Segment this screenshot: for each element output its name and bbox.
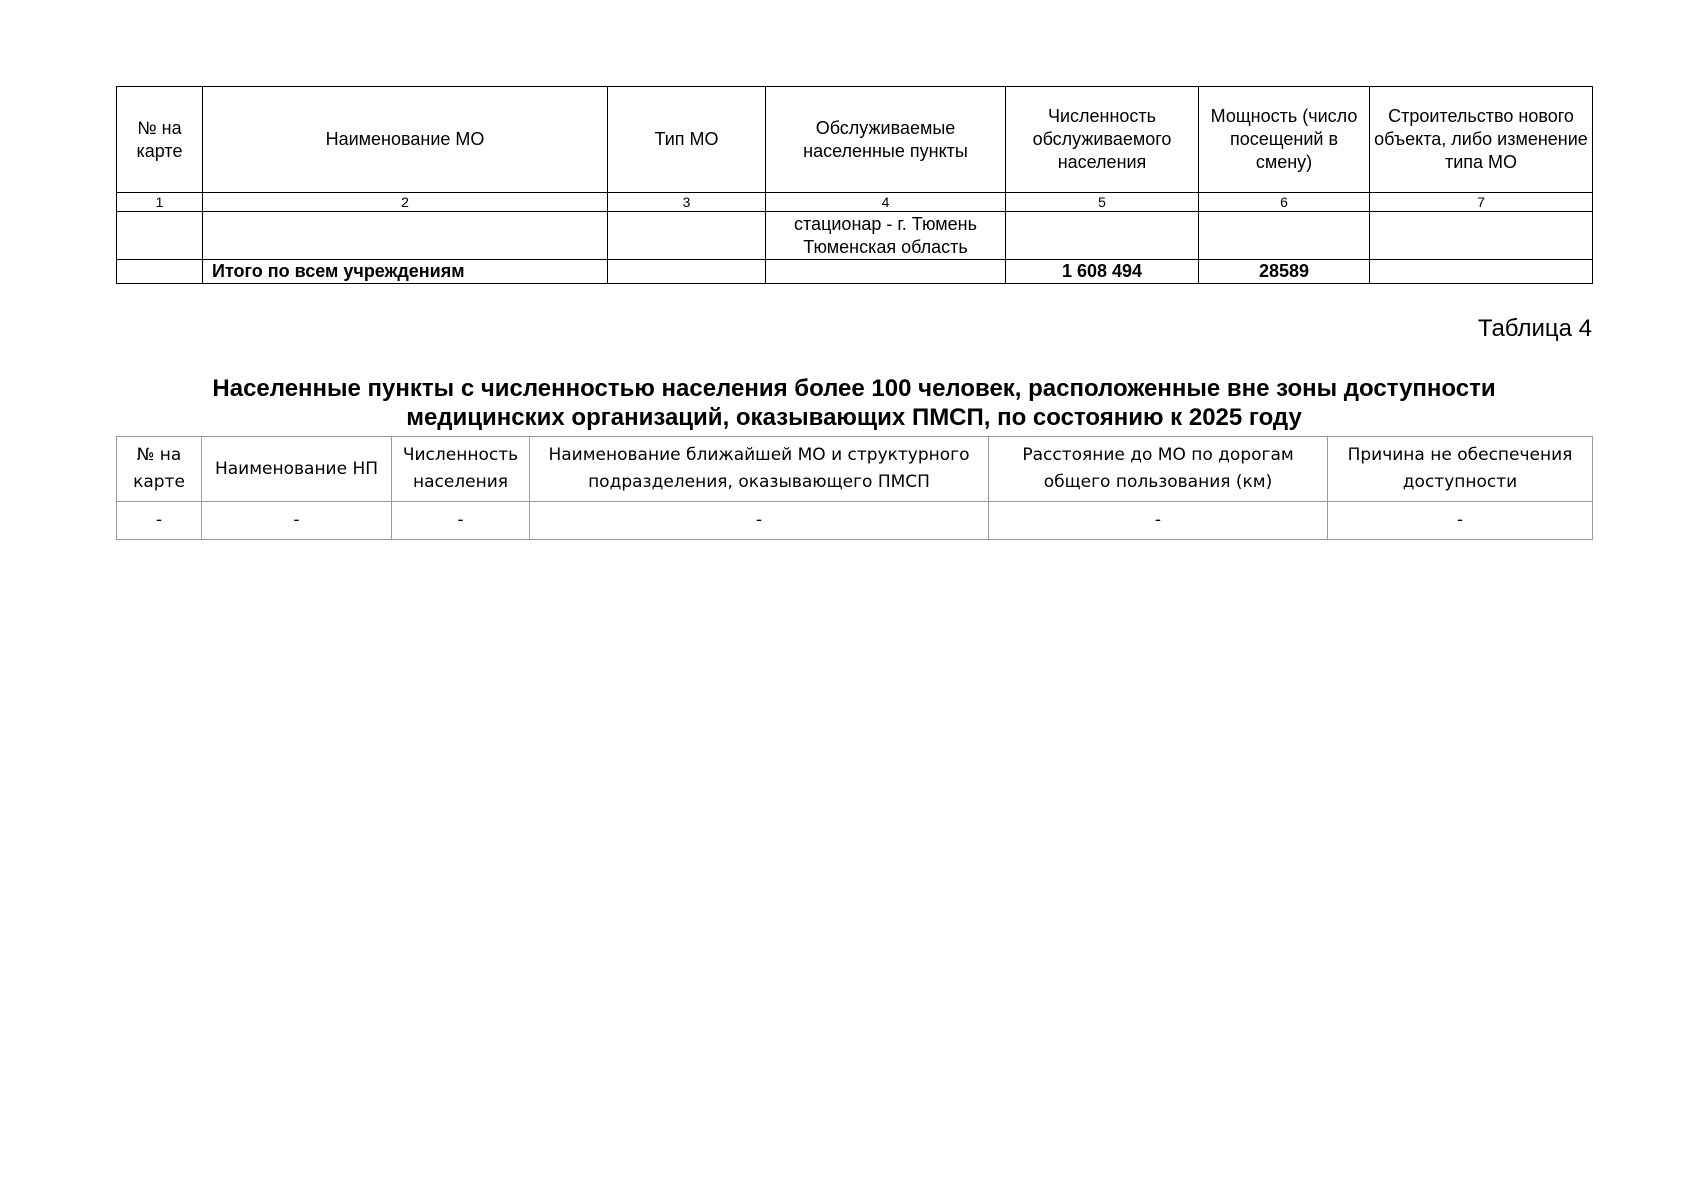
column-number: 6: [1199, 193, 1370, 212]
table-cell: -: [392, 502, 530, 540]
table-cell: -: [1328, 502, 1593, 540]
served-settlements-cell: [766, 212, 1006, 260]
table-cell: -: [117, 502, 202, 540]
header-capacity: Мощность (число посещений в смену): [1199, 87, 1370, 193]
served-settlements-line: стационар - г. Тюмень: [794, 213, 977, 234]
table-cell: -: [989, 502, 1328, 540]
total-row: [117, 260, 1593, 284]
header-reason: Причина не обеспечения доступности: [1328, 437, 1593, 502]
header-row: [117, 87, 1593, 193]
table-cell: [608, 260, 766, 284]
table-title-line: Населенные пункты с численностью населения более 100 человек, расположенные вне зоны доступности: [212, 375, 1496, 402]
table-row: [117, 502, 1593, 540]
header-row: [117, 437, 1593, 502]
table-title-line: медицинских организаций, оказывающих ПМСП, по состоянию к 2025 году: [406, 404, 1302, 431]
table-cell: [117, 260, 203, 284]
table-cell: [1370, 212, 1593, 260]
total-label: Итого по всем учреждениям: [203, 260, 608, 284]
settlements-outside-access-table: [116, 436, 1593, 540]
header-map-number: № на карте: [117, 437, 202, 502]
header-mo-type: Тип МО: [608, 87, 766, 193]
table-cell: [117, 212, 203, 260]
header-distance: Расстояние до МО по дорогам общего пользования (км): [989, 437, 1328, 502]
column-number: 2: [203, 193, 608, 212]
table-number: Таблица 4: [1477, 315, 1592, 342]
table-cell: [1006, 212, 1199, 260]
total-population: 1 608 494: [1006, 260, 1199, 284]
table-cell: -: [530, 502, 989, 540]
total-capacity: 28589: [1199, 260, 1370, 284]
table-title: [116, 374, 1592, 432]
served-settlements-line: Тюменская область: [803, 236, 968, 257]
column-number: 1: [117, 193, 203, 212]
header-served-population: Численность обслуживаемого населения: [1006, 87, 1199, 193]
header-map-number: № на карте: [117, 87, 203, 193]
table-cell: [766, 260, 1006, 284]
medical-organizations-table: [116, 86, 1593, 284]
table-cell: [1370, 260, 1593, 284]
header-served-settlements: Обслуживаемые населенные пункты: [766, 87, 1006, 193]
table-row: [117, 212, 1593, 260]
column-number: 3: [608, 193, 766, 212]
header-population: Численность населения: [392, 437, 530, 502]
header-mo-name: Наименование МО: [203, 87, 608, 193]
header-nearest-mo: Наименование ближайшей МО и структурного подразделения, оказывающего ПМСП: [530, 437, 989, 502]
table-cell: -: [202, 502, 392, 540]
column-number: 5: [1006, 193, 1199, 212]
column-number: 7: [1370, 193, 1593, 212]
table-cell: [608, 212, 766, 260]
header-construction: Строительство нового объекта, либо изменение типа МО: [1370, 87, 1593, 193]
header-settlement-name: Наименование НП: [202, 437, 392, 502]
table-cell: [1199, 212, 1370, 260]
column-number-row: [117, 193, 1593, 212]
table-cell: [203, 212, 608, 260]
column-number: 4: [766, 193, 1006, 212]
